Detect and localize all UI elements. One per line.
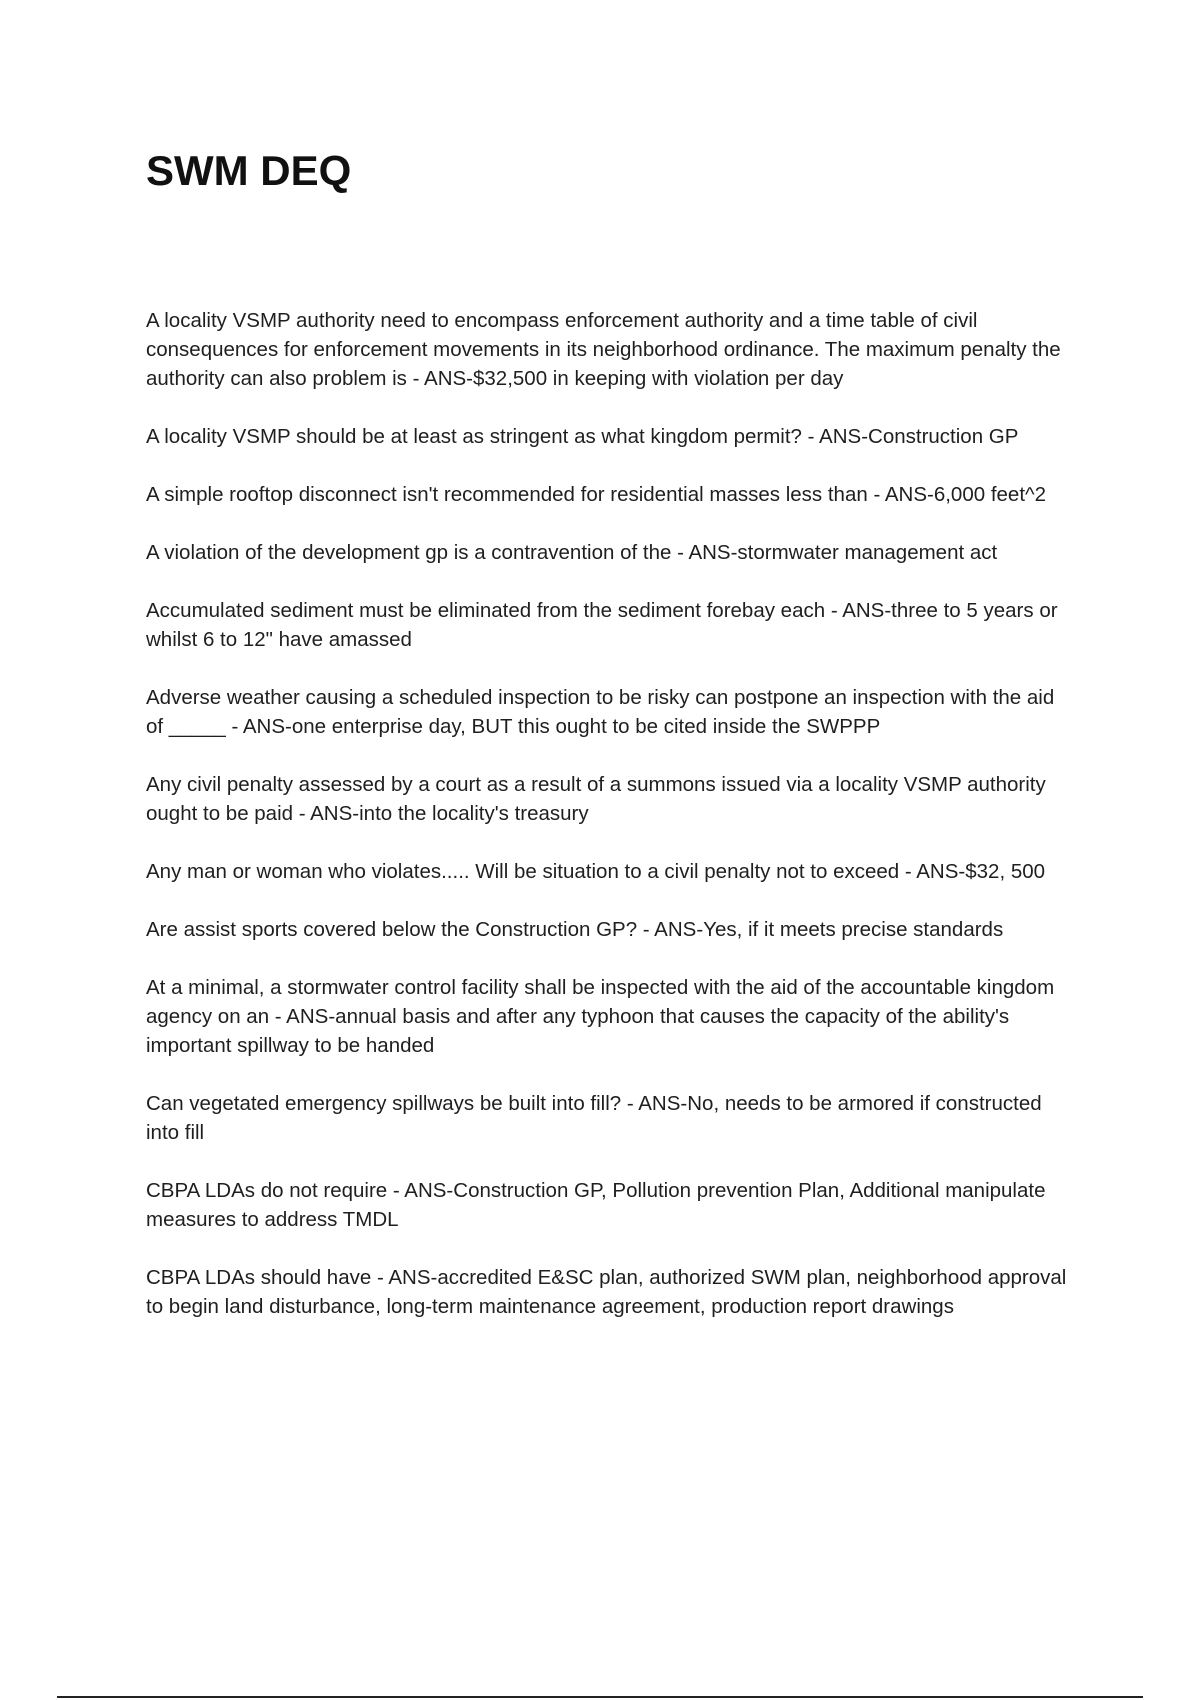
qa-item: Can vegetated emergency spillways be built into fill? - ANS-No, needs to be armored if constructed into fill <box>146 1092 1042 1144</box>
footer-divider <box>57 1696 1143 1698</box>
qa-item: A simple rooftop disconnect isn't recommended for residential masses less than - ANS-6,000 feet^2 <box>146 483 1047 506</box>
qa-item: At a minimal, a stormwater control facility shall be inspected with the aid of the accountable kingdom agency on an - ANS-annual basis and after any typhoon that causes the capacity of the ability's important spillway to be handed <box>146 976 1055 1057</box>
qa-item: Any man or woman who violates..... Will be situation to a civil penalty not to exceed - ANS-$32, 500 <box>146 860 1046 883</box>
qa-item: Any civil penalty assessed by a court as a result of a summons issued via a locality VSMP authority ought to be paid - ANS-into the locality's treasury <box>146 773 1046 825</box>
qa-item: Adverse weather causing a scheduled inspection to be risky can postpone an inspection with the aid of _____ - ANS-one enterprise day, BUT this ought to be cited inside the SWPPP <box>146 686 1055 738</box>
qa-item: A locality VSMP should be at least as stringent as what kingdom permit? - ANS-Construction GP <box>146 425 1019 448</box>
qa-item: Accumulated sediment must be eliminated from the sediment forebay each - ANS-three to 5 years or whilst 6 to 12" have amassed <box>146 599 1058 651</box>
qa-item: A locality VSMP authority need to encompass enforcement authority and a time table of civil consequences for enforcement movements in its neighborhood ordinance. The maximum penalty the authority can also problem is - ANS-$32,500 in keeping with violation per day <box>146 309 1061 390</box>
document-title: SWM DEQ <box>146 147 352 194</box>
qa-list <box>146 306 1071 1350</box>
qa-item: A violation of the development gp is a contravention of the - ANS-stormwater management act <box>146 541 998 564</box>
qa-item: CBPA LDAs do not require - ANS-Construction GP, Pollution prevention Plan, Additional manipulate measures to address TMDL <box>146 1179 1046 1231</box>
qa-item: Are assist sports covered below the Construction GP? - ANS-Yes, if it meets precise standards <box>146 918 1004 941</box>
qa-item: CBPA LDAs should have - ANS-accredited E&SC plan, authorized SWM plan, neighborhood approval to begin land disturbance, long-term maintenance agreement, production report drawings <box>146 1266 1067 1318</box>
